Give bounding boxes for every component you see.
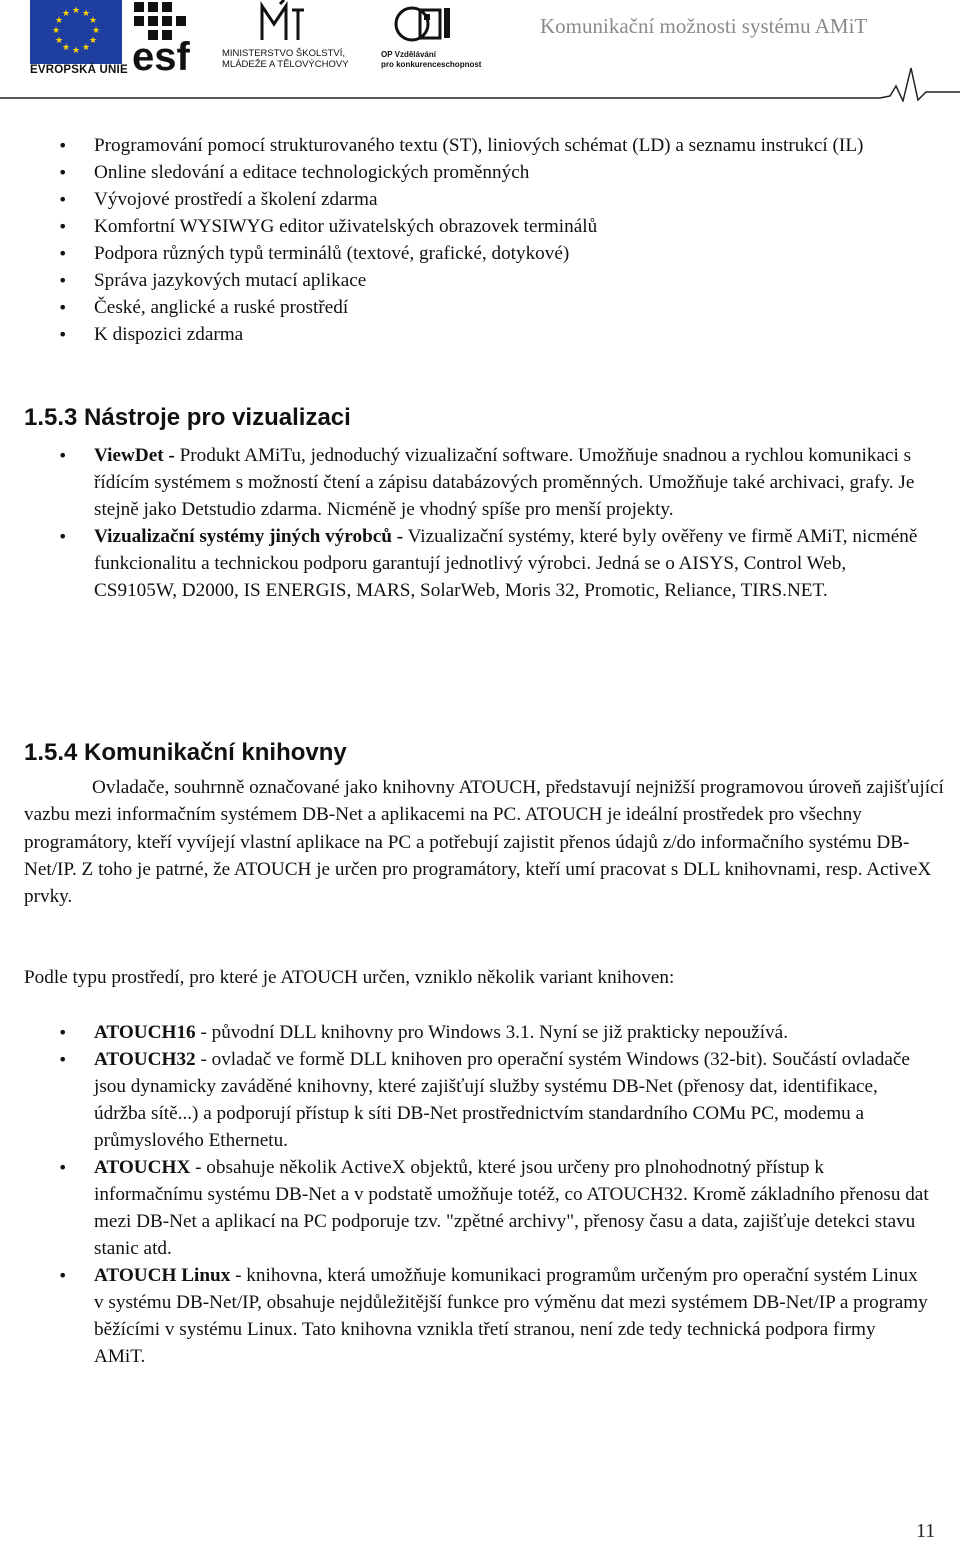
svg-text:★: ★ xyxy=(61,43,71,53)
msmt-caption: MINISTERSTVO ŠKOLSTVÍ, MLÁDEŽE A TĚLOVÝCHOVY xyxy=(222,48,349,70)
item-text: - ovladač ve formě DLL knihoven pro operační systém Windows (32-bit). Součástí ovladače jsou dynamicky zaváděné knihovny, které zajišťují služby systému DB-Net (přenosy dat, identifikace, údržba sítě...) a podporují přístup k síti DB-Net prostřednictvím standardního COMu PC, modemu a průmyslového Ethernetu. xyxy=(94,1049,910,1151)
list-item: • Programování pomocí strukturovaného textu (ST), liniových schémat (LD) a seznamu instrukcí (IL) xyxy=(0,132,960,159)
list-item xyxy=(0,1154,960,1262)
section-heading-154: 1.5.4 Komunikační knihovny xyxy=(24,739,347,766)
page-header xyxy=(0,0,960,105)
list-item xyxy=(0,1046,960,1154)
list-item xyxy=(0,523,960,604)
header-title: Komunikační možnosti systému AMiT xyxy=(540,14,868,38)
list-item: • Vývojové prostředí a školení zdarma xyxy=(0,186,960,213)
item-text: Produkt AMiTu, jednoduchý vizualizační software. Umožňuje snadnou a rychlou komunikaci s řídícím systémem s možností čtení a zápisu databázových proměnných. Umožňuje také archivaci, grafy. Je stejně jako Detstudio zdarma. Nicméně je vhodný spíše pro menší projekty. xyxy=(94,445,915,520)
svg-text:★: ★ xyxy=(81,43,91,53)
svg-text:esf: esf xyxy=(132,35,190,72)
list-item xyxy=(0,442,960,523)
list-item: • Online sledování a editace technologických proměnných xyxy=(0,159,960,186)
item-term: ATOUCHX xyxy=(94,1157,191,1178)
intro-paragraph: Ovladače, souhrnně označované jako knihovny ATOUCH, představují nejnižší programovou úroveň zajišťující vazbu mezi informačním systémem DB-Net a aplikacemi na PC. ATOUCH je ideální prostředek pro všechny programátory, kteří vyvíjejí vlastní aplikace na PC a potřebují zajistit přenos údajů z/do informačního systému DB-Net/IP. Z toho je patrné, že ATOUCH je určen pro programátory, kteří umí pracovat s DLL knihovnami, resp. ActiveX prvky. xyxy=(24,777,944,908)
eu-flag-logo xyxy=(30,0,122,64)
svg-text:★: ★ xyxy=(54,16,64,26)
item-term: ATOUCH16 xyxy=(94,1022,196,1043)
header-pulse-line xyxy=(0,62,960,102)
svg-text:★: ★ xyxy=(71,46,81,56)
atouch-list xyxy=(0,1019,960,1370)
list-item xyxy=(0,1019,960,1046)
list-item xyxy=(0,1262,960,1370)
list-item: • K dispozici zdarma xyxy=(0,321,960,348)
item-text: Vizualizační systémy, které byly ověřeny ve firmě AMiT, nicméně funkcionalitu a technickou podporu garantují jednotlivý výrobci. Jedná se o AISYS, Control Web, CS9105W, D2000, IS ENERGIS, MARS, SolarWeb, Moris 32, Promotic, Reliance, TIRS.NET. xyxy=(94,526,918,601)
item-term: ATOUCH Linux xyxy=(94,1265,231,1286)
item-text: - obsahuje několik ActiveX objektů, které jsou určeny pro plnohodnotný přístup k informačnímu systému DB-Net a v podstatě umožňuje totéž, co ATOUCH32. Kromě základního přenosu dat mezi DB-Net a aplikací na PC podporuje tzv. "zpětné archivy", přenosy času a data, zajišťuje detekci stavu stanic atd. xyxy=(94,1157,929,1259)
op-caption: OP Vzdělávání pro konkurenceschopnost xyxy=(381,50,482,69)
item-text: - původní DLL knihovny pro Windows 3.1. Nyní se již prakticky nepoužívá. xyxy=(195,1022,788,1043)
visualization-list xyxy=(0,442,960,604)
section-heading-153: 1.5.3 Nástroje pro vizualizaci xyxy=(24,404,351,431)
page-number: 11 xyxy=(916,1520,936,1542)
list-item: • České, anglické a ruské prostředí xyxy=(0,294,960,321)
svg-text:★: ★ xyxy=(81,9,91,19)
item-text: - knihovna, která umožňuje komunikaci programům určeným pro operační systém Linux v systému DB-Net/IP, obsahuje nejdůležitější funkce pro výměnu dat mezi systémem DB-Net/IP a programy běžícími v systému Linux. Tato knihovna vznikla třetí stranou, není zde tedy technická podpora firmy AMiT. xyxy=(94,1265,928,1367)
item-term: ATOUCH32 xyxy=(94,1049,196,1070)
eu-caption: EVROPSKÁ UNIE xyxy=(30,64,128,76)
feature-list xyxy=(0,132,960,348)
svg-text:★: ★ xyxy=(54,36,64,46)
svg-text:★: ★ xyxy=(91,26,101,36)
list-item: • Správa jazykových mutací aplikace xyxy=(0,267,960,294)
list-item: • Komfortní WYSIWYG editor uživatelských obrazovek terminálů xyxy=(0,213,960,240)
item-term: Vizualizační systémy jiných výrobců - xyxy=(94,526,404,547)
list-item: • Podpora různých typů terminálů (textové, grafické, dotykové) xyxy=(0,240,960,267)
variants-paragraph: Podle typu prostředí, pro které je ATOUCH určen, vzniklo několik variant knihoven: xyxy=(24,967,675,988)
svg-text:★: ★ xyxy=(71,6,81,16)
svg-text:★: ★ xyxy=(88,16,98,26)
item-term: ViewDet - xyxy=(94,445,175,466)
svg-text:★: ★ xyxy=(88,36,98,46)
svg-text:★: ★ xyxy=(61,9,71,19)
svg-text:★: ★ xyxy=(51,26,61,36)
